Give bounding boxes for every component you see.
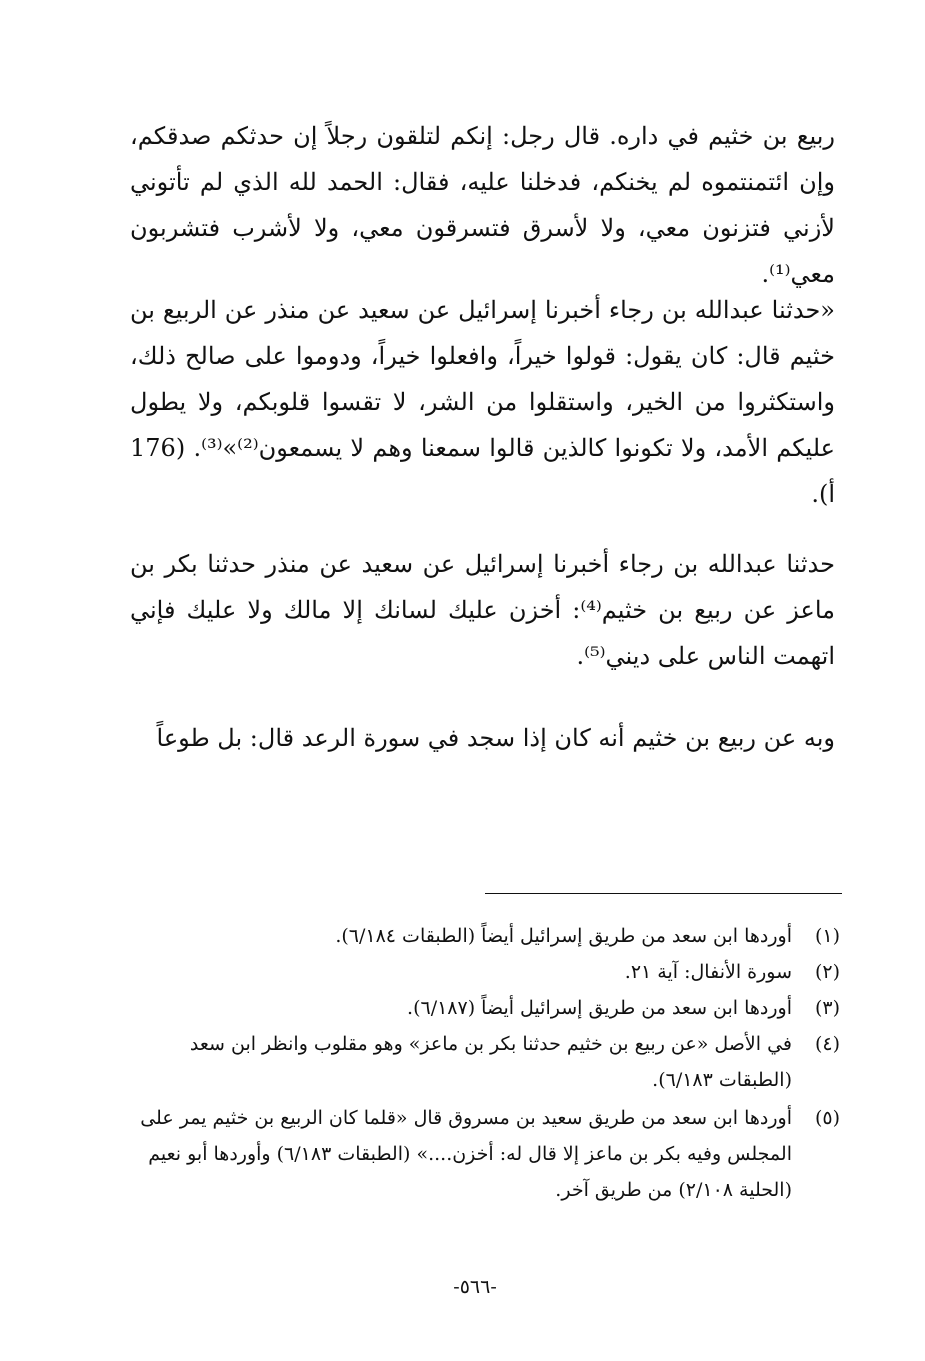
- footnote-1: [140, 918, 840, 954]
- footnote-text: أوردها ابن سعد من طريق إسرائيل أيضاً (الطبقات ٦/١٨٤).: [335, 925, 792, 947]
- page-number: -٥٦٦-: [453, 1276, 497, 1298]
- footnote-text: أوردها ابن سعد من طريق إسرائيل أيضاً (٦/١٨٧).: [407, 997, 792, 1019]
- footnote-text: أوردها ابن سعد من طريق سعيد بن مسروق قال «قلما كان الربيع بن خثيم يمر على المجلس وفيه بكر بن ماعز إلا قال له: أخزن....» (الطبقات ٦/١٨٣) وأوردها أبو نعيم (الحلية ٢/١٠٨) من طريق آخر.: [140, 1107, 792, 1201]
- footnote-number: (٤): [814, 1033, 840, 1055]
- footnote-number: (١): [814, 925, 840, 947]
- footnote-number: (٣): [814, 997, 840, 1019]
- body-paragraph-3: حدثنا عبدالله بن رجاء أخبرنا إسرائيل عن سعيد عن منذر حدثنا بكر بن ماعز عن ربيع بن خثيم⁽⁴⁾: أخزن عليك لسانك إلا مالك ولا عليك فإني اتهمت الناس على ديني⁽⁵⁾.: [130, 550, 835, 670]
- footnote-2: [140, 954, 840, 990]
- footnote-number: (٥): [814, 1107, 840, 1129]
- footnote-4: [140, 1026, 840, 1098]
- footnotes-list: [140, 918, 840, 1208]
- footnote-3: [140, 990, 840, 1026]
- footnote-text: في الأصل «عن ربيع بن خثيم حدثنا بكر بن ماعز» وهو مقلوب وانظر ابن سعد (الطبقات ٦/١٨٣).: [189, 1033, 792, 1091]
- footnote-number: (٢): [814, 961, 840, 983]
- footnote-text: سورة الأنفال: آية ٢١.: [624, 961, 792, 983]
- body-paragraph-4: وبه عن ربيع بن خثيم أنه كان إذا سجد في سورة الرعد قال: بل طوعاً: [156, 724, 835, 752]
- body-paragraph-1: ربيع بن خثيم في داره. قال رجل: إنكم لتلقون رجلاً إن حدثكم صدقكم، وإن ائتمنتموه لم يخنكم، فدخلنا عليه، فقال: الحمد لله الذي لم تأتوني لأزني فتزنون معي، ولا لأسرق فتسرقون معي، ولا لأشرب فتشربون معي⁽¹⁾.: [130, 122, 835, 288]
- body-paragraph-2: «حدثنا عبدالله بن رجاء أخبرنا إسرائيل عن سعيد عن منذر عن الربيع بن خثيم قال: كان يقول: قولوا خيراً، وافعلوا خيراً، ودوموا على صالح ذلك، واستكثروا من الخير، واستقلوا من الشر، لا تقسوا قلوبكم، ولا يطول عليكم الأمد، ولا تكونوا كالذين قالوا سمعنا وهم لا يسمعون⁽²⁾»⁽³⁾. (176 أ).: [130, 296, 835, 508]
- footnote-divider: [485, 893, 842, 894]
- footnote-5: [140, 1100, 840, 1208]
